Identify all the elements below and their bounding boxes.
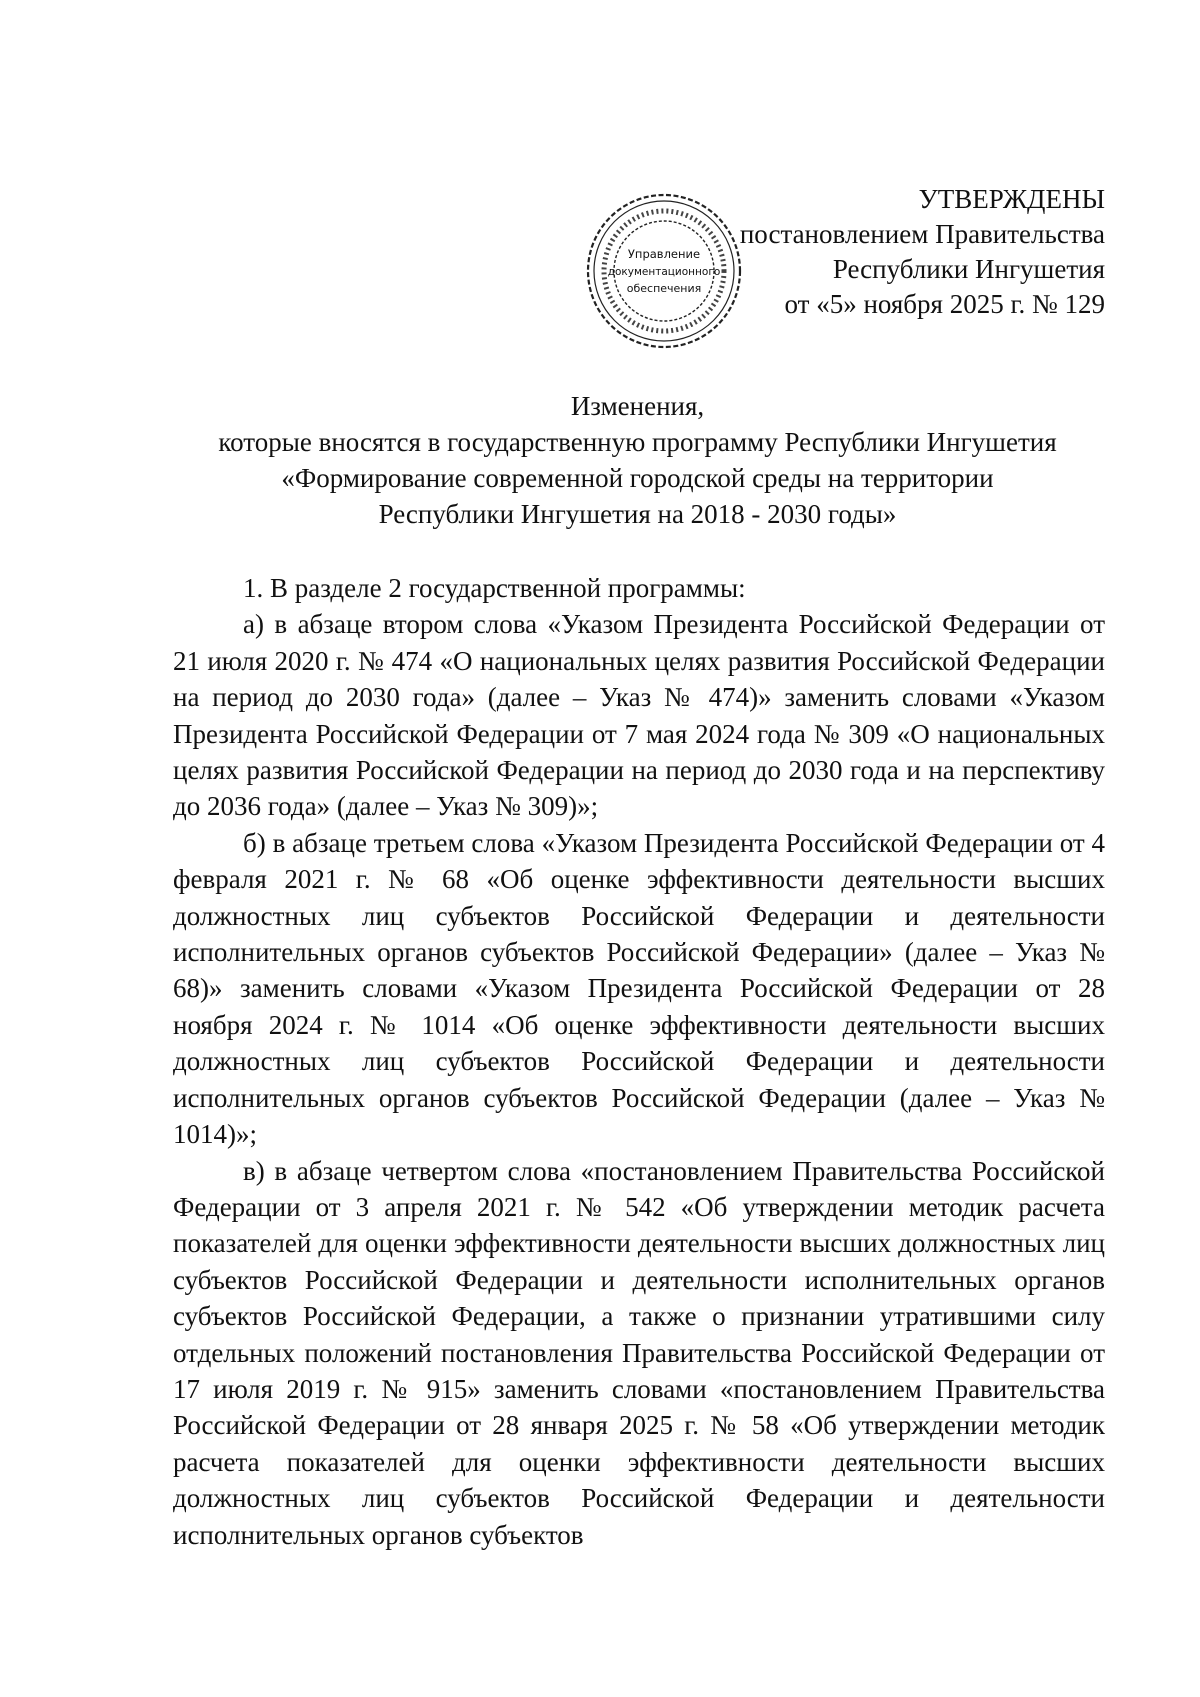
stamp-line-2: документационного — [607, 266, 721, 278]
stamp-line-3: обеспечения — [626, 282, 702, 295]
title-line-4: Республики Ингушетия на 2018 - 2030 годы» — [378, 499, 897, 529]
title-line-2: которые вносятся в государственную программу Республики Ингушетия — [218, 427, 1057, 457]
approval-heading: УТВЕРЖДЕНЫ — [918, 184, 1105, 214]
approval-line-2: постановлением Правительства — [739, 219, 1105, 249]
approval-line-3: Республики Ингушетия — [832, 254, 1105, 284]
approval-date-number: от «5» ноября 2025 г. № 129 — [784, 289, 1105, 319]
document-body — [173, 570, 1105, 1553]
paragraph-1: 1. В разделе 2 государственной программы: — [243, 573, 746, 603]
stamp-line-1: Управление — [627, 247, 701, 261]
paragraph-b: б) в абзаце третьем слова «Указом Президента Российской Федерации от 4 февраля 2021 г. № 68 «Об оценке эффективности деятельности высших должностных лиц субъектов Российской Федерации и деятельности исполнительных органов субъектов Российской Федерации» (далее – Указ № 68)» заменить словами «Указом Президента Российской Федерации от 28 ноября 2024 г. № 1014 «Об оценке эффективности деятельности высших должностных лиц субъектов Российской Федерации и деятельности исполнительных органов субъектов Российской Федерации (далее – Указ № 1014)»; — [173, 827, 1105, 1150]
approval-block — [675, 182, 1105, 322]
paragraph-v: в) в абзаце четвертом слова «постановлением Правительства Российской Федерации от 3 апреля 2021 г. № 542 «Об утверждении методик расчета показателей для оценки эффективности деятельности высших должностных лиц субъектов Российской Федерации и деятельности исполнительных органов субъектов Российской Федерации, а также о признании утратившими силу отдельных положений постановления Правительства Российской Федерации от 17 июля 2019 г. № 915» заменить словами «постановлением Правительства Российской Федерации от 28 января 2025 г. № 58 «Об утверждении методик расчета показателей для оценки эффективности деятельности высших должностных лиц субъектов Российской Федерации и деятельности исполнительных органов субъектов — [173, 1155, 1105, 1550]
title-line-1: Изменения, — [570, 391, 705, 421]
document-title — [170, 388, 1105, 532]
title-line-3: «Формирование современной городской среды на территории — [281, 463, 994, 493]
paragraph-a: а) в абзаце втором слова «Указом Президента Российской Федерации от 21 июля 2020 г. № 474 «О национальных целях развития Российской Федерации на период до 2030 года» (далее – Указ № 474)» заменить словами «Указом Президента Российской Федерации от 7 мая 2024 года № 309 «О национальных целях развития Российской Федерации на период до 2030 года и на перспективу до 2036 года» (далее – Указ № 309)»; — [173, 609, 1105, 822]
